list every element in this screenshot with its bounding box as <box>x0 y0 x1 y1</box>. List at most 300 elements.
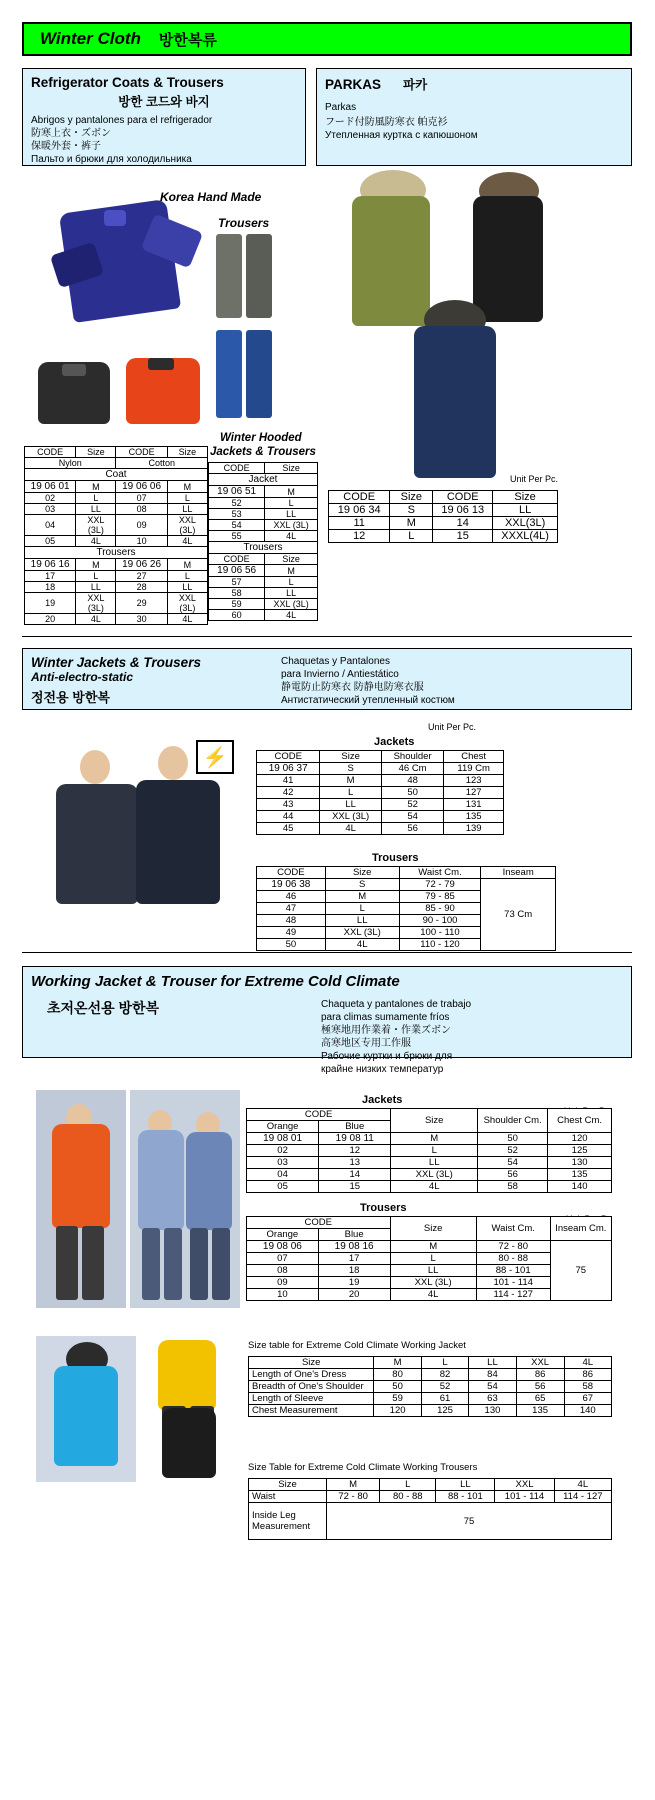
header-parkas-en: PARKAS <box>325 77 382 92</box>
th-size: Size <box>390 1217 476 1241</box>
table-size-jacket <box>248 1356 612 1417</box>
cell-code-orange: 03 <box>247 1157 319 1169</box>
table-row <box>25 582 208 593</box>
cell-code: 54 <box>209 520 265 531</box>
cell-code: 19 06 38 <box>257 879 326 891</box>
cell-code-blue: 15 <box>319 1181 391 1193</box>
cell-size: LL <box>265 509 318 520</box>
table-row <box>247 1145 612 1157</box>
table-row <box>209 588 318 599</box>
header-refrigerator-cn: 保暖外套・裤子 <box>31 141 101 152</box>
table-row <box>25 504 208 515</box>
cell-inseam: 73 Cm <box>481 879 556 951</box>
cell-code-blue: 19 <box>318 1277 390 1289</box>
cell-code-orange: 04 <box>247 1169 319 1181</box>
cell-code: 52 <box>209 498 265 509</box>
cell-size: 4L <box>167 614 207 625</box>
th-code: CODE <box>209 463 265 474</box>
table-row <box>25 559 208 571</box>
cell-chest: 125 <box>548 1145 612 1157</box>
table-row <box>25 614 208 625</box>
cell-shoulder: 58 <box>478 1181 548 1193</box>
cell-value: 84 <box>469 1369 516 1381</box>
cell-code-orange: 07 <box>247 1253 319 1265</box>
cell-code: 17 <box>25 571 76 582</box>
cell-size: L <box>265 577 318 588</box>
cell-value: 114 - 127 <box>554 1491 611 1503</box>
cell-value: 125 <box>421 1405 468 1417</box>
cell-size: LL <box>265 588 318 599</box>
cell-size: LL <box>390 1265 476 1277</box>
photo-cyan-parka <box>36 1336 136 1482</box>
header-parkas <box>316 68 632 166</box>
th-blue: Blue <box>319 1121 391 1133</box>
th-trousers-group: Trousers <box>25 547 208 559</box>
th-code: CODE <box>257 867 326 879</box>
th-shoulder: Shoulder <box>381 751 443 763</box>
table-row <box>257 799 504 811</box>
th-shoulder: Shoulder Cm. <box>478 1109 548 1133</box>
cell-size: LL <box>76 582 116 593</box>
label-trousers-group: Trousers <box>372 852 419 864</box>
cell-code: 50 <box>257 939 326 951</box>
cell-label: Chest Measurement <box>249 1405 374 1417</box>
th-size: Size <box>320 751 382 763</box>
cell-code: 44 <box>257 811 320 823</box>
photo-grey-trousers <box>208 234 280 320</box>
table-row <box>209 610 318 621</box>
table-row <box>209 565 318 577</box>
header-winter-jackets-es2: para Invierno / Antiestático <box>281 669 399 680</box>
cell-size: L <box>325 903 399 915</box>
header-winter-jackets-ru: Антистатический утепленный костюм <box>281 695 455 706</box>
label-korea-hand-made: Korea Hand Made <box>160 190 262 204</box>
cell-size: M <box>320 775 382 787</box>
cell-code: 11 <box>329 517 390 530</box>
header-parkas-jp: フード付防風防寒衣 帕克衫 <box>325 117 448 128</box>
table-winter-hooded <box>208 462 318 621</box>
cell-size: LL <box>320 799 382 811</box>
cell-code: 58 <box>209 588 265 599</box>
table-row <box>249 1491 612 1503</box>
divider <box>22 636 632 637</box>
cell-code-blue: 19 08 16 <box>318 1241 390 1253</box>
th-xxl: XXL <box>495 1479 554 1491</box>
cell-code: 19 <box>25 593 76 614</box>
cell-shoulder: 56 <box>478 1169 548 1181</box>
table-row <box>329 517 558 530</box>
table-extreme-trousers <box>246 1216 612 1301</box>
cell-code-orange: 05 <box>247 1181 319 1193</box>
th-waist: Waist Cm. <box>399 867 481 879</box>
th-waist: Waist Cm. <box>476 1217 550 1241</box>
cell-code: 03 <box>25 504 76 515</box>
cell-waist: 72 - 79 <box>399 879 481 891</box>
cell-code-blue: 17 <box>318 1253 390 1265</box>
th-size: Size <box>493 491 558 504</box>
table-row <box>25 481 208 493</box>
cell-shoulder: 56 <box>381 823 443 835</box>
cell-size: M <box>76 481 116 493</box>
th-trousers-group: Trousers <box>209 542 318 554</box>
label-jackets-trousers: Jackets & Trousers <box>210 446 316 458</box>
cell-waist: 90 - 100 <box>399 915 481 927</box>
caption-size-table-trousers: Size Table for Extreme Cold Climate Working Trousers <box>248 1462 478 1473</box>
th-size: Size <box>391 1109 478 1133</box>
cell-size: LL <box>493 504 558 517</box>
cell-code: 46 <box>257 891 326 903</box>
page-title-en: Winter Cloth <box>40 29 141 48</box>
th-code: CODE <box>257 751 320 763</box>
header-winter-jackets <box>22 648 632 710</box>
cell-shoulder: 46 Cm <box>381 763 443 775</box>
table-row <box>25 536 208 547</box>
header-extreme-cn: 高寒地区专用工作服 <box>321 1038 411 1049</box>
table-row <box>209 486 318 498</box>
label-trousers: Trousers <box>218 216 270 230</box>
cell-code: 59 <box>209 599 265 610</box>
th-l: L <box>380 1479 436 1491</box>
table-row <box>247 1241 612 1253</box>
table-row <box>247 1181 612 1193</box>
label-extreme-jackets-group: Jackets <box>362 1094 403 1106</box>
cell-value: 63 <box>469 1393 516 1405</box>
cell-size: XXL (3L) <box>167 515 207 536</box>
th-size: Size <box>249 1357 374 1369</box>
table-row <box>247 1157 612 1169</box>
cell-size: L <box>265 498 318 509</box>
photo-blue-trousers <box>208 330 280 420</box>
header-parkas-es: Parkas <box>325 102 357 113</box>
cell-size: L <box>167 571 207 582</box>
cell-value: 140 <box>564 1405 611 1417</box>
cell-code: 19 06 01 <box>25 481 76 493</box>
caption-size-table-jacket: Size table for Extreme Cold Climate Working Jacket <box>248 1340 466 1351</box>
label-unit-per-pc-antistatic: Unit Per Pc. <box>427 722 476 732</box>
photo-anti-static-jackets <box>40 740 230 930</box>
th-size: Size <box>249 1479 327 1491</box>
cell-chest: 139 <box>444 823 504 835</box>
cell-value: 50 <box>374 1381 421 1393</box>
cell-size: 4L <box>325 939 399 951</box>
cell-size: 4L <box>391 1181 478 1193</box>
cell-code: 09 <box>116 515 167 536</box>
cell-size: LL <box>167 504 207 515</box>
table-row <box>329 530 558 543</box>
table-antistatic-jackets <box>256 750 504 835</box>
cell-code: 42 <box>257 787 320 799</box>
cell-code-blue: 19 08 11 <box>319 1133 391 1145</box>
cell-chest: 130 <box>548 1157 612 1169</box>
cell-code-blue: 12 <box>319 1145 391 1157</box>
cell-size: 4L <box>265 610 318 621</box>
th-size: Size <box>76 447 116 458</box>
cell-code: 45 <box>257 823 320 835</box>
table-row <box>257 811 504 823</box>
cell-size: 4L <box>76 536 116 547</box>
cell-chest: 119 Cm <box>444 763 504 775</box>
cell-chest: 120 <box>548 1133 612 1145</box>
cell-waist: 100 - 110 <box>399 927 481 939</box>
header-refrigerator-ru: Пальто и брюки для холодильника <box>31 154 192 165</box>
th-4l: 4L <box>564 1357 611 1369</box>
label-unit-per-pc-parka: Unit Per Pc. <box>509 474 558 484</box>
cell-size: XXL (3L) <box>320 811 382 823</box>
cell-size: M <box>167 481 207 493</box>
cell-code-blue: 14 <box>319 1169 391 1181</box>
th-code: CODE <box>247 1109 391 1121</box>
cell-code: 19 06 51 <box>209 486 265 498</box>
cell-value: 82 <box>421 1369 468 1381</box>
header-parkas-kr: 파카 <box>403 78 428 92</box>
table-row <box>249 1381 612 1393</box>
cell-inseam: 75 <box>550 1241 611 1301</box>
cell-code: 02 <box>25 493 76 504</box>
header-winter-jackets-es1: Chaquetas y Pantalones <box>281 656 390 667</box>
th-size: Size <box>167 447 207 458</box>
cell-size: M <box>391 1133 478 1145</box>
photo-black-coverall <box>146 1400 232 1486</box>
cell-code: 05 <box>25 536 76 547</box>
cell-waist: 101 - 114 <box>476 1277 550 1289</box>
cell-size: XXL (3L) <box>390 1277 476 1289</box>
table-row <box>25 593 208 614</box>
label-extreme-trousers-group: Trousers <box>360 1202 407 1214</box>
page-title-kr: 방한복류 <box>158 31 217 49</box>
cell-code: 57 <box>209 577 265 588</box>
cell-size: 4L <box>167 536 207 547</box>
header-extreme-jp: 極寒地用作業着・作業ズボン <box>321 1025 451 1036</box>
th-ll: LL <box>436 1479 495 1491</box>
cell-code: 18 <box>25 582 76 593</box>
cell-waist: 80 - 88 <box>476 1253 550 1265</box>
th-cotton: Cotton <box>116 458 208 469</box>
cell-size: M <box>265 565 318 577</box>
table-row <box>209 599 318 610</box>
photo-black-jacket <box>28 356 120 430</box>
header-winter-jackets-en: Winter Jackets & Trousers <box>31 655 201 670</box>
cell-size: L <box>391 1145 478 1157</box>
cell-size: L <box>167 493 207 504</box>
table-row <box>257 775 504 787</box>
table-row <box>209 531 318 542</box>
th-coat-group: Coat <box>25 469 208 481</box>
cell-value: 80 - 88 <box>380 1491 436 1503</box>
cell-size: 4L <box>320 823 382 835</box>
cell-code: 04 <box>25 515 76 536</box>
cell-code-orange: 09 <box>247 1277 319 1289</box>
th-inseam: Inseam <box>481 867 556 879</box>
cell-code-blue: 18 <box>318 1265 390 1277</box>
cell-code: 53 <box>209 509 265 520</box>
header-refrigerator-coats <box>22 68 306 166</box>
cell-value: 130 <box>469 1405 516 1417</box>
cell-chest: 123 <box>444 775 504 787</box>
table-parkas <box>328 490 558 543</box>
cell-waist: 88 - 101 <box>476 1265 550 1277</box>
header-refrigerator-jp: 防寒上衣・ズボン <box>31 128 111 139</box>
table-antistatic-trousers <box>256 866 556 951</box>
cell-shoulder: 50 <box>478 1133 548 1145</box>
th-m: M <box>327 1479 380 1491</box>
table-row <box>25 493 208 504</box>
cell-size: XXL (3L) <box>265 520 318 531</box>
table-row <box>209 498 318 509</box>
header-parkas-ru: Утепленная куртка с капюшоном <box>325 130 478 141</box>
cell-code: 28 <box>116 582 167 593</box>
table-row <box>257 763 504 775</box>
table-size-trousers <box>248 1478 612 1540</box>
cell-size: XXXL(4L) <box>493 530 558 543</box>
cell-shoulder: 54 <box>478 1157 548 1169</box>
cell-size: 4L <box>265 531 318 542</box>
cell-code: 19 06 06 <box>116 481 167 493</box>
cell-size: L <box>76 571 116 582</box>
cell-value: 56 <box>516 1381 564 1393</box>
cell-label: Breadth of One's Shoulder <box>249 1381 374 1393</box>
table-row <box>247 1169 612 1181</box>
cell-code: 19 06 37 <box>257 763 320 775</box>
cell-label-inside-leg: Inside Leg Measurement <box>249 1503 327 1540</box>
cell-value: 86 <box>564 1369 611 1381</box>
cell-code: 60 <box>209 610 265 621</box>
table-refrigerator-coats <box>24 446 208 625</box>
table-row <box>247 1133 612 1145</box>
cell-size: 4L <box>390 1289 476 1301</box>
cell-waist: 114 - 127 <box>476 1289 550 1301</box>
cell-label: Waist <box>249 1491 327 1503</box>
cell-value: 88 - 101 <box>436 1491 495 1503</box>
cell-label: Length of One's Dress <box>249 1369 374 1381</box>
header-extreme-cold <box>22 966 632 1075</box>
page-title-bar <box>22 22 632 56</box>
cell-value: 52 <box>421 1381 468 1393</box>
cell-code-blue: 13 <box>319 1157 391 1169</box>
cell-code: 12 <box>329 530 390 543</box>
cell-size: 4L <box>76 614 116 625</box>
table-row <box>249 1405 612 1417</box>
cell-code: 14 <box>433 517 493 530</box>
cell-size: M <box>325 891 399 903</box>
cell-size: XXL (3L) <box>391 1169 478 1181</box>
th-orange: Orange <box>247 1229 319 1241</box>
header-extreme-es2: para climas sumamente fríos <box>321 1012 450 1023</box>
cell-shoulder: 52 <box>381 799 443 811</box>
cell-value: 135 <box>516 1405 564 1417</box>
cell-size: M <box>167 559 207 571</box>
cell-size: M <box>76 559 116 571</box>
header-refrigerator-es: Abrigos y pantalones para el refrigerador <box>31 115 213 126</box>
th-xxl: XXL <box>516 1357 564 1369</box>
cell-size: S <box>390 504 433 517</box>
header-winter-jackets-kr: 정전용 방한복 <box>31 690 110 705</box>
table-extreme-jackets <box>246 1108 612 1193</box>
cell-chest: 127 <box>444 787 504 799</box>
cell-code: 48 <box>257 915 326 927</box>
cell-value: 67 <box>564 1393 611 1405</box>
cell-size: XXL(3L) <box>493 517 558 530</box>
cell-waist: 85 - 90 <box>399 903 481 915</box>
cell-value: 72 - 80 <box>327 1491 380 1503</box>
cell-size: LL <box>325 915 399 927</box>
cell-code: 19 06 26 <box>116 559 167 571</box>
th-code: CODE <box>116 447 167 458</box>
cell-chest: 135 <box>548 1169 612 1181</box>
cell-code: 10 <box>116 536 167 547</box>
th-l: L <box>421 1357 468 1369</box>
cell-value: 65 <box>516 1393 564 1405</box>
th-4l: 4L <box>554 1479 611 1491</box>
header-extreme-cold-title: Working Jacket & Trouser for Extreme Cold Climate <box>31 973 400 990</box>
header-extreme-ru1: Рабочие куртки и брюки для <box>321 1051 453 1062</box>
cell-code: 55 <box>209 531 265 542</box>
table-row <box>25 571 208 582</box>
th-chest: Chest Cm. <box>548 1109 612 1133</box>
cell-code-orange: 10 <box>247 1289 319 1301</box>
table-row <box>25 515 208 536</box>
table-row <box>329 504 558 517</box>
cell-code: 27 <box>116 571 167 582</box>
header-anti-static-en: Anti-electro-static <box>31 670 134 684</box>
header-extreme-ru2: крайне низких температур <box>321 1064 444 1075</box>
th-size: Size <box>390 491 433 504</box>
th-size: Size <box>325 867 399 879</box>
cell-inside-leg-value: 75 <box>327 1503 612 1540</box>
th-code: CODE <box>329 491 390 504</box>
table-row <box>249 1503 612 1540</box>
cell-size: XXL (3L) <box>325 927 399 939</box>
header-extreme-es1: Chaqueta y pantalones de trabajo <box>321 999 472 1010</box>
cell-code: 15 <box>433 530 493 543</box>
header-winter-jackets-jp: 静電防止防寒衣 防静电防寒衣服 <box>281 682 424 693</box>
cell-code-orange: 08 <box>247 1265 319 1277</box>
th-size: Size <box>265 463 318 474</box>
cell-shoulder: 48 <box>381 775 443 787</box>
cell-shoulder: 50 <box>381 787 443 799</box>
cell-waist: 110 - 120 <box>399 939 481 951</box>
cell-code: 47 <box>257 903 326 915</box>
cell-value: 54 <box>469 1381 516 1393</box>
header-refrigerator-kr: 방한 코드와 바지 <box>118 95 210 109</box>
photo-navy-parka <box>388 300 518 490</box>
cell-code: 19 06 16 <box>25 559 76 571</box>
th-nylon: Nylon <box>25 458 116 469</box>
cell-size: S <box>325 879 399 891</box>
table-row <box>257 787 504 799</box>
cell-value: 59 <box>374 1393 421 1405</box>
cell-code: 19 06 56 <box>209 565 265 577</box>
cell-code: 08 <box>116 504 167 515</box>
cell-code-orange: 02 <box>247 1145 319 1157</box>
header-refrigerator-en: Refrigerator Coats & Trousers <box>31 75 224 90</box>
cell-size: S <box>320 763 382 775</box>
cell-shoulder: 54 <box>381 811 443 823</box>
header-extreme-cold-kr: 초저온선용 방한복 <box>47 1000 160 1016</box>
photo-orange-jacket <box>118 352 210 432</box>
anti-static-icon: ⚡ <box>196 740 234 774</box>
table-row <box>249 1369 612 1381</box>
cell-size: L <box>320 787 382 799</box>
cell-code: 49 <box>257 927 326 939</box>
cell-value: 101 - 114 <box>495 1491 554 1503</box>
cell-size: XXL (3L) <box>265 599 318 610</box>
divider <box>22 952 632 953</box>
cell-code-blue: 20 <box>318 1289 390 1301</box>
th-ll: LL <box>469 1357 516 1369</box>
cell-size: M <box>390 1241 476 1253</box>
th-m: M <box>374 1357 421 1369</box>
table-row <box>249 1393 612 1405</box>
